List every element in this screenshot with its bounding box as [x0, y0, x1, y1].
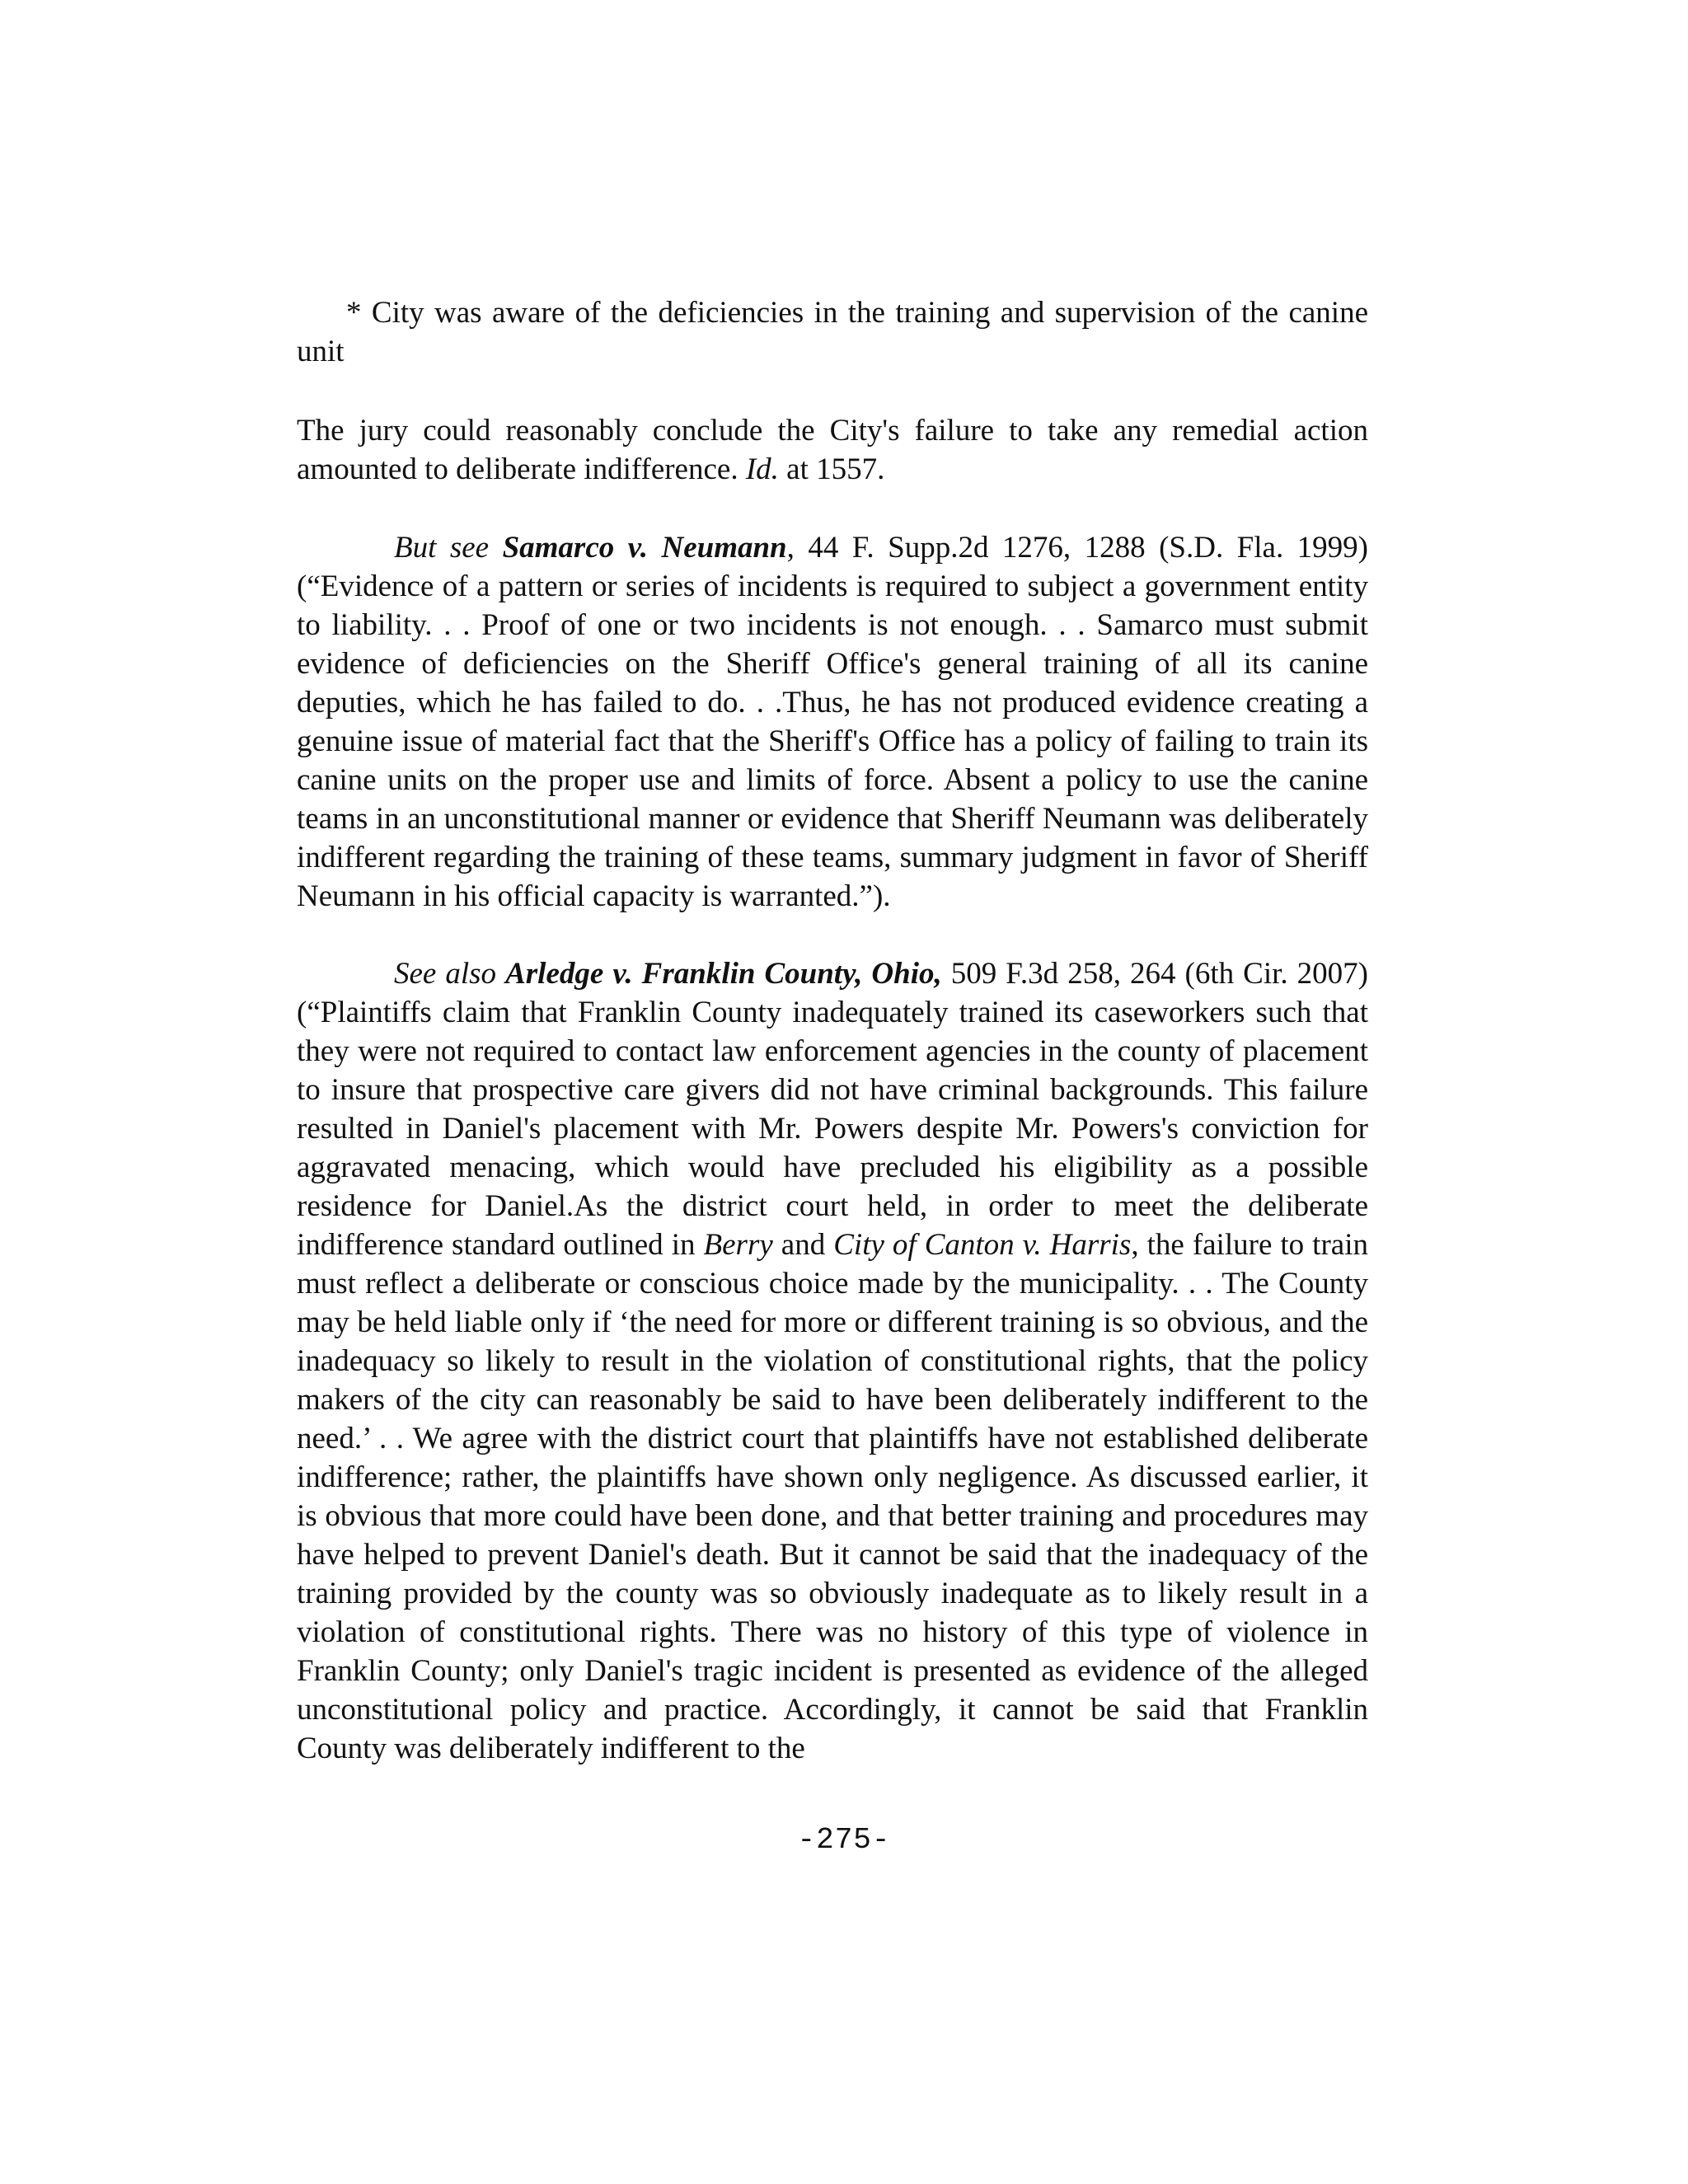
- berry-reference: Berry: [703, 1228, 773, 1262]
- jury-text-after: at 1557.: [778, 452, 885, 486]
- canton-reference: City of Canton v. Harris: [833, 1228, 1132, 1262]
- arledge-case-name: Arledge v. Franklin County, Ohio,: [505, 957, 942, 991]
- page-number: -275-: [797, 1823, 891, 1857]
- bullet-text: * City was aware of the deficiencies in the training and supervision of the canine unit: [297, 296, 1368, 368]
- samarco-citation: , 44 F. Supp.2d 1276, 1288 (S.D. Fla. 1999): [786, 531, 1368, 565]
- arledge-signal: See also: [394, 957, 497, 991]
- arledge-paragraph: [297, 954, 1368, 1768]
- jury-text-before: The jury could reasonably conclude the City's failure to take any remedial action amounted to deliberate indifference.: [297, 414, 1368, 486]
- samarco-signal: But see: [394, 531, 490, 565]
- arledge-citation: 509 F.3d 258, 264 (6th Cir. 2007) (“Plaintiffs claim that Franklin County inadequately trained its caseworkers such that they were not required to contact law enforcement agencies in the county of placement to insure that prospective care givers did not have criminal backgrounds. This failure resulted in Daniel's placement with Mr. Powers despite Mr. Powers's conviction for aggravated menacing, which would have precluded his eligibility as a possible residence for Daniel.As the district court held, in order to meet the deliberate indifference standard outlined in: [297, 957, 1368, 1262]
- arledge-and-text: and: [772, 1228, 834, 1262]
- bullet-paragraph: [297, 293, 1368, 371]
- samarco-paragraph: [297, 528, 1368, 916]
- jury-paragraph: [297, 411, 1368, 489]
- samarco-case-name: Samarco v. Neumann: [502, 531, 787, 565]
- id-reference: Id.: [745, 452, 779, 486]
- samarco-quote: (“Evidence of a pattern or series of incidents is required to subject a government entity to liability. . . Proof of one or two incidents is not enough. . . Samarco must submit evidence of deficiencies on the Sheriff Office's general training of all its canine deputies, which he has failed to do. . .Thus, he has not produced evidence creating a genuine issue of material fact that the Sheriff's Office has a policy of failing to train its canine units on the proper use and limits of force. Absent a policy to use the canine teams in an unconstitutional manner or evidence that Sheriff Neumann was deliberately indifferent regarding the training of these teams, summary judgment in favor of Sheriff Neumann in his official capacity is warranted.”).: [297, 569, 1368, 913]
- arledge-continuation: , the failure to train must reflect a deliberate or conscious choice made by the municipality. . . The County may be held liable only if ‘the need for more or different training is so obvious, and the inadequacy so likely to result in the violation of constitutional rights, that the policy makers of the city can reasonably be said to have been deliberately indifferent to the need.’ . . We agree with the district court that plaintiffs have not established deliberate indifference; rather, the plaintiffs have shown only negligence. As discussed earlier, it is obvious that more could have been done, and that better training and procedures may have helped to prevent Daniel's death. But it cannot be said that the inadequacy of the training provided by the county was so obviously inadequate as to likely result in a violation of constitutional rights. There was no history of this type of violence in Franklin County; only Daniel's tragic incident is presented as evidence of the alleged unconstitutional policy and practice. Accordingly, it cannot be said that Franklin County was deliberately indifferent to the: [297, 1228, 1368, 1765]
